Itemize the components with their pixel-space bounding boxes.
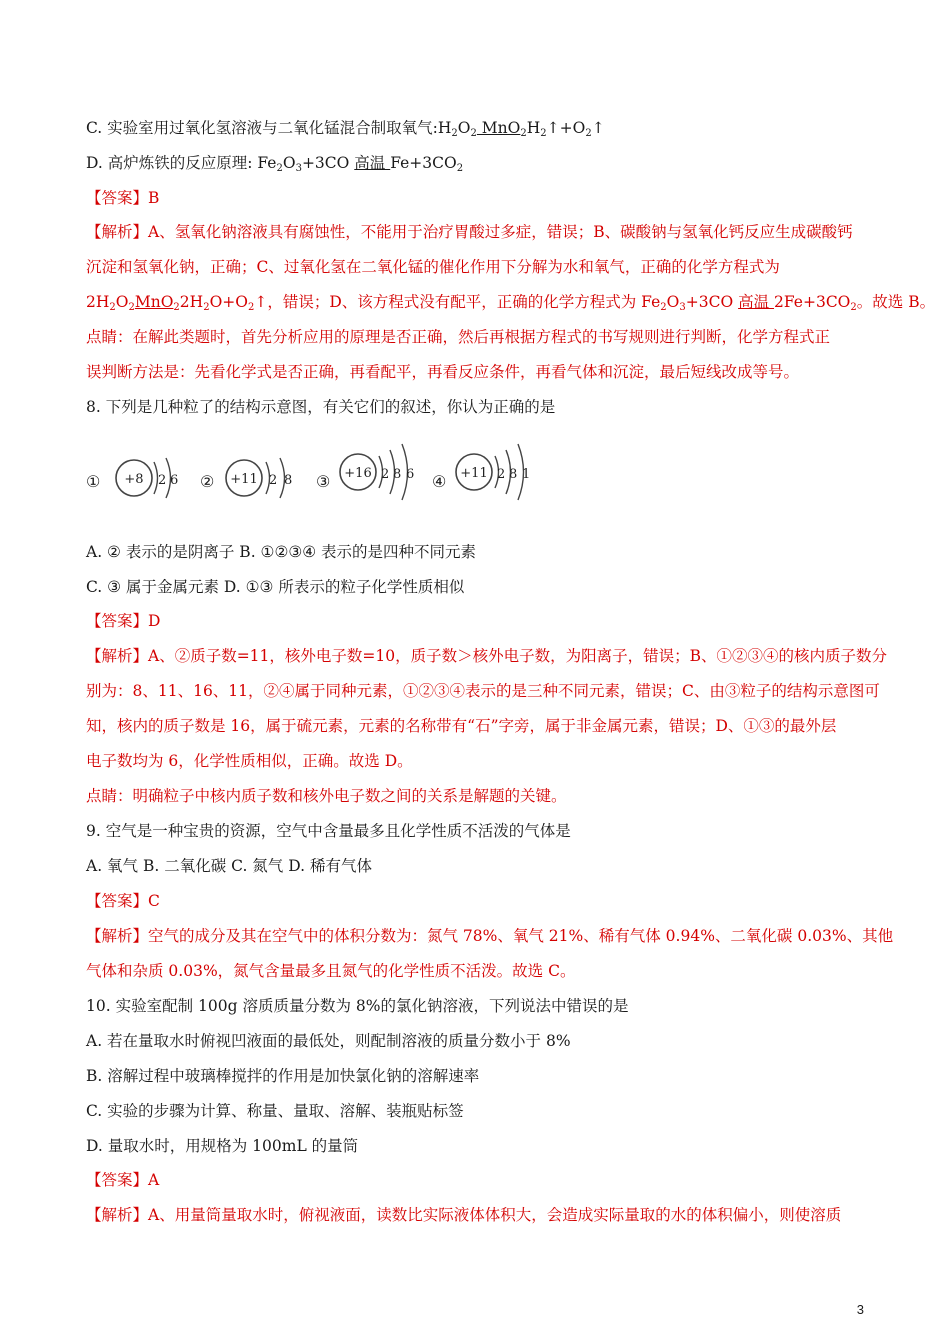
shell-count: 2 bbox=[381, 467, 390, 482]
subscript: 2 bbox=[660, 302, 667, 313]
subscript: 2 bbox=[850, 302, 857, 313]
subscript: 2 bbox=[540, 128, 547, 139]
shell-count: 6 bbox=[406, 467, 415, 482]
reaction-condition: MnO bbox=[134, 293, 174, 311]
subscript: 2 bbox=[585, 128, 592, 139]
reaction-condition: 高温 bbox=[354, 154, 391, 172]
atom-index: ③ bbox=[316, 472, 331, 491]
explanation-7-line1: 【解析】A、氢氧化钠溶液具有腐蚀性，不能用于治疗胃酸过多症，错误；B、碳酸钠与氢氧化钙反应生成碳酸钙 bbox=[86, 223, 853, 241]
explanation-8-line2: 别为：8、11、16、11，②④属于同种元素，①②③④表示的是三种不同元素，错误；C、由③粒子的结构示意图可 bbox=[86, 682, 880, 700]
atom-diagram-1 bbox=[86, 438, 196, 514]
subscript: 2 bbox=[456, 163, 464, 174]
text: 。故选 B。 bbox=[856, 293, 936, 311]
question-8-options-cd: C. ③ 属于金属元素 D. ①③ 所表示的粒子化学性质相似 bbox=[86, 578, 465, 596]
note-8: 点睛：明确粒子中核内质子数和核外电子数之间的关系是解题的关键。 bbox=[86, 787, 567, 805]
question-10-option-b: B. 溶解过程中玻璃棒搅拌的作用是加快氯化钠的溶解速率 bbox=[86, 1067, 480, 1085]
text: +3CO bbox=[301, 154, 355, 172]
atom-diagram-svg bbox=[432, 438, 546, 514]
subscript: 3 bbox=[679, 302, 686, 313]
question-10-option-d: D. 量取水时，用规格为 100mL 的量筒 bbox=[86, 1137, 359, 1155]
shell-count: 2 bbox=[158, 473, 167, 488]
note-7-line1: 点睛：在解此类题时，首先分析应用的原理是否正确，然后再根据方程式的书写规则进行判断，化学方程式正 bbox=[86, 328, 831, 346]
subscript: 3 bbox=[295, 163, 302, 174]
shell-count: 2 bbox=[497, 467, 506, 482]
answer-9: 【答案】C bbox=[86, 892, 160, 910]
subscript: 2 bbox=[520, 128, 527, 139]
reaction-condition: MnO bbox=[476, 119, 521, 137]
atom-diagram-svg bbox=[200, 438, 312, 514]
text: ↑，错误；D、该方程式没有配平，正确的化学方程式为 Fe bbox=[254, 293, 661, 311]
shell-count: 2 bbox=[269, 473, 278, 488]
atom-diagram-4 bbox=[432, 438, 546, 514]
explanation-7-line3 bbox=[86, 292, 936, 313]
text: H bbox=[526, 119, 541, 137]
reaction-condition: 高温 bbox=[738, 293, 775, 311]
option-7c bbox=[86, 118, 864, 138]
question-9: 9. 空气是一种宝贵的资源，空气中含量最多且化学性质不活泼的气体是 bbox=[86, 822, 571, 840]
nucleus-label: +11 bbox=[230, 472, 258, 487]
note-7-line2: 误判断方法是：先看化学式是否正确，再看配平，再看反应条件，再看气体和沉淀，最后短线改成等号。 bbox=[86, 363, 800, 381]
subscript: 2 bbox=[128, 302, 135, 313]
answer-8: 【答案】D bbox=[86, 612, 161, 630]
atom-diagram-3 bbox=[316, 438, 428, 514]
text: 2H bbox=[179, 293, 204, 311]
explanation-8-line1: 【解析】A、②质子数=11，核外电子数=10，质子数＞核外电子数，为阳离子，错误；B、①②③④的核内质子数分 bbox=[86, 647, 888, 665]
nucleus-label: +11 bbox=[460, 466, 488, 481]
question-10-option-a: A. 若在量取水时俯视凹液面的最低处，则配制溶液的质量分数小于 8% bbox=[86, 1032, 571, 1050]
subscript: 2 bbox=[451, 128, 458, 139]
atom-structure-diagrams bbox=[86, 438, 546, 514]
shell-count: 8 bbox=[393, 467, 402, 482]
explanation-9-line2: 气体和杂质 0.03%，氮气含量最多且氮气的化学性质不活泼。故选 C。 bbox=[86, 962, 576, 980]
explanation-10-line1: 【解析】A、用量筒量取水时，俯视液面，读数比实际液体体积大，会造成实际量取的水的体积偏小，则使溶质 bbox=[86, 1206, 842, 1224]
explanation-7-line2: 沉淀和氢氧化钠，正确；C、过氧化氢在二氧化锰的催化作用下分解为水和氧气，正确的化学方程式为 bbox=[86, 258, 780, 276]
atom-diagram-svg bbox=[86, 438, 196, 514]
nucleus-label: +8 bbox=[124, 472, 144, 487]
text: 2Fe+3CO bbox=[774, 293, 851, 311]
text: ↑ bbox=[591, 119, 605, 137]
atom-index: ② bbox=[200, 472, 215, 491]
text: Fe+3CO bbox=[390, 154, 457, 172]
question-10: 10. 实验室配制 100g 溶质质量分数为 8%的氯化钠溶液，下列说法中错误的是 bbox=[86, 997, 629, 1015]
text: D. 高炉炼铁的反应原理: Fe bbox=[86, 154, 277, 172]
page-number: 3 bbox=[856, 1302, 864, 1317]
text: 2H bbox=[86, 293, 110, 311]
atom-index: ① bbox=[86, 472, 101, 491]
question-10-option-c: C. 实验的步骤为计算、称量、量取、溶解、装瓶贴标签 bbox=[86, 1102, 464, 1120]
text: C. 实验室用过氧化氢溶液与二氧化锰混合制取氧气:H bbox=[86, 119, 452, 137]
answer-10: 【答案】A bbox=[86, 1171, 160, 1189]
text: O+O bbox=[209, 293, 248, 311]
atom-diagram-2 bbox=[200, 438, 312, 514]
atom-diagram-svg bbox=[316, 438, 428, 514]
answer-7: 【答案】B bbox=[86, 189, 160, 207]
shell-count: 6 bbox=[170, 473, 179, 488]
subscript: 2 bbox=[109, 302, 116, 313]
subscript: 2 bbox=[247, 302, 255, 313]
explanation-8-line3: 知，核内的质子数是 16，属于硫元素，元素的名称带有“石”字旁，属于非金属元素，错误；D、①③的最外层 bbox=[86, 717, 837, 735]
text: +3CO bbox=[685, 293, 739, 311]
shell-count: 1 bbox=[522, 467, 531, 482]
question-8-options-ab: A. ② 表示的是阴离子 B. ①②③④ 表示的是四种不同元素 bbox=[86, 543, 477, 561]
question-8: 8. 下列是几种粒了的结构示意图，有关它们的叙述，你认为正确的是 bbox=[86, 398, 556, 416]
nucleus-label: +16 bbox=[344, 466, 372, 481]
subscript: 2 bbox=[276, 163, 283, 174]
text: O bbox=[666, 293, 680, 311]
option-7d bbox=[86, 153, 864, 173]
text: O bbox=[457, 119, 471, 137]
atom-index: ④ bbox=[432, 472, 447, 491]
text: O bbox=[115, 293, 129, 311]
explanation-8-line4: 电子数均为 6，化学性质相似，正确。故选 D。 bbox=[86, 752, 413, 770]
subscript: 2 bbox=[173, 302, 180, 313]
shell-count: 8 bbox=[284, 473, 293, 488]
subscript: 2 bbox=[470, 128, 477, 139]
subscript: 2 bbox=[203, 302, 210, 313]
shell-count: 8 bbox=[509, 467, 518, 482]
question-9-options: A. 氧气 B. 二氧化碳 C. 氮气 D. 稀有气体 bbox=[86, 857, 372, 875]
text: ↑+O bbox=[546, 119, 586, 137]
explanation-9-line1: 【解析】空气的成分及其在空气中的体积分数为：氮气 78%、氧气 21%、稀有气体 0.94%、二氧化碳 0.03%、其他 bbox=[86, 927, 894, 945]
text: O bbox=[282, 154, 296, 172]
